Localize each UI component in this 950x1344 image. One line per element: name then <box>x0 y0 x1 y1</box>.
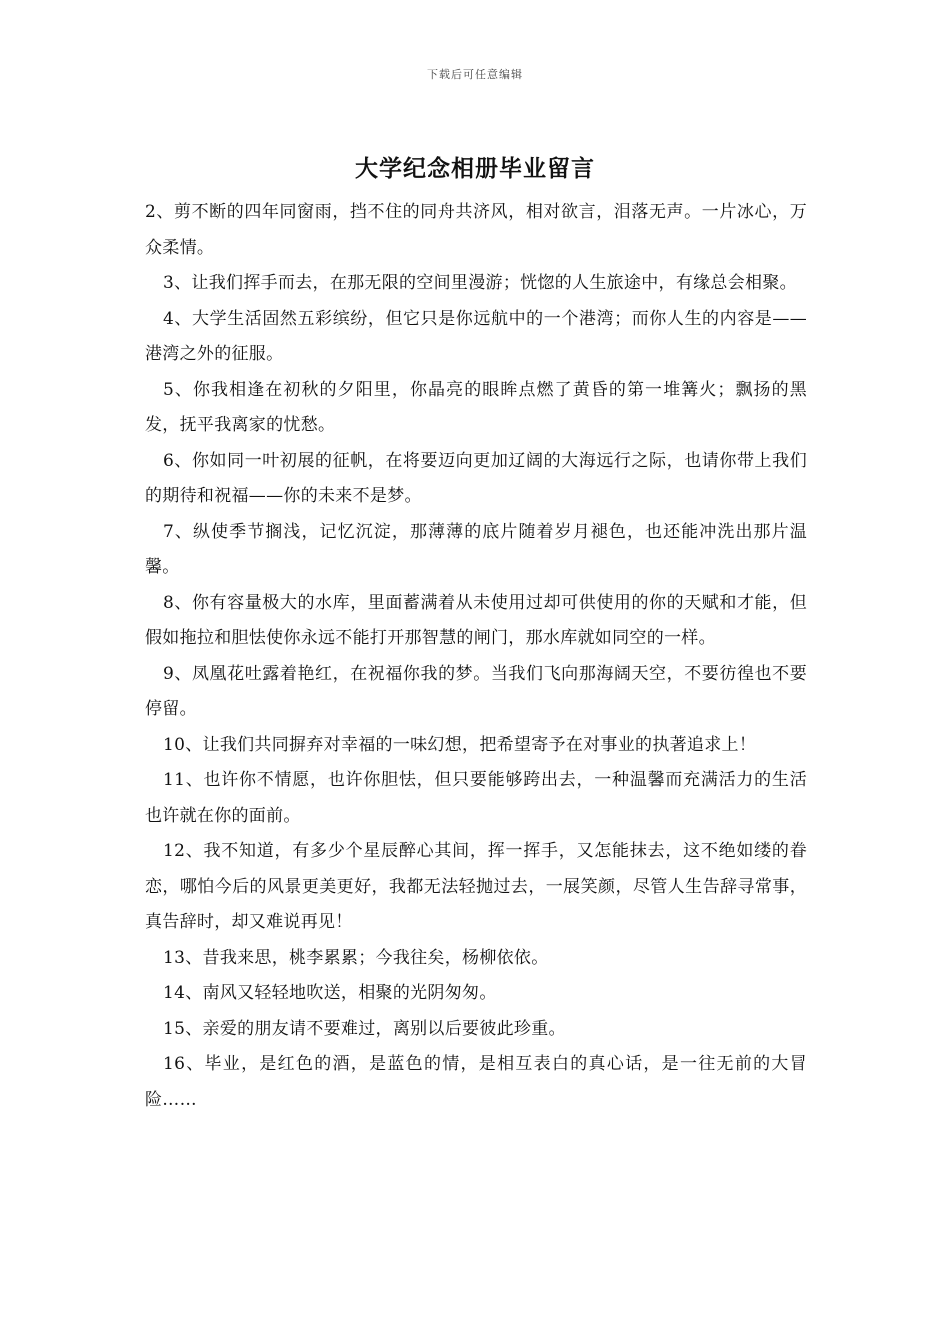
message-paragraph: 3、让我们挥手而去，在那无限的空间里漫游；恍惚的人生旅途中，有缘总会相聚。 <box>163 273 797 293</box>
message-paragraph: 6、你如同一叶初展的征帆，在将要迈向更加辽阔的大海远行之际，也请你带上我们的期待和祝福——你的未来不是梦。 <box>145 450 807 506</box>
message-paragraph: 16、毕业，是红色的酒，是蓝色的情，是相互表白的真心话，是一往无前的大冒险…… <box>145 1054 807 1110</box>
message-paragraph: 7、纵使季节搁浅，记忆沉淀，那薄薄的底片随着岁月褪色，也还能冲洗出那片温馨。 <box>145 521 807 577</box>
message-paragraph: 4、大学生活固然五彩缤纷，但它只是你远航中的一个港湾；而你人生的内容是——港湾之外的征服。 <box>145 308 807 364</box>
message-paragraph: 10、让我们共同摒弃对幸福的一味幻想，把希望寄予在对事业的执著追求上！ <box>163 734 757 755</box>
message-list <box>145 195 807 1118</box>
message-paragraph: 8、你有容量极大的水库，里面蓄满着从未使用过却可供使用的你的天赋和才能，但假如拖拉和胆怯使你永远不能打开那智慧的闸门，那水库就如同空的一样。 <box>145 592 807 648</box>
message-paragraph: 2、剪不断的四年同窗雨，挡不住的同舟共济风，相对欲言，泪落无声。一片冰心，万众柔情。 <box>145 202 807 258</box>
message-paragraph: 9、凤凰花吐露着艳红，在祝福你我的梦。当我们飞向那海阔天空，不要彷徨也不要停留。 <box>145 663 807 719</box>
message-paragraph: 13、昔我来思，桃李累累；今我往矣，杨柳依依。 <box>163 947 549 968</box>
message-paragraph: 5、你我相逢在初秋的夕阳里，你晶亮的眼眸点燃了黄昏的第一堆篝火；飘扬的黑发，抚平我离家的忧愁。 <box>145 379 807 435</box>
message-paragraph: 14、南风又轻轻地吹送，相聚的光阴匆匆。 <box>163 983 497 1003</box>
header-note: 下载后可任意编辑 <box>427 68 523 81</box>
page-title: 大学纪念相册毕业留言 <box>355 155 595 182</box>
message-paragraph: 12、我不知道，有多少个星辰醉心其间，挥一挥手，又怎能抹去，这不绝如缕的眷恋，哪怕今后的风景更美更好，我都无法轻抛过去，一展笑颜，尽管人生告辞寻常事，真告辞时，却又难说再见！ <box>145 841 807 932</box>
message-paragraph: 15、亲爱的朋友请不要难过，离别以后要彼此珍重。 <box>163 1018 566 1039</box>
message-paragraph: 11、也许你不情愿，也许你胆怯，但只要能够跨出去，一种温馨而充满活力的生活也许就在你的面前。 <box>145 770 807 826</box>
